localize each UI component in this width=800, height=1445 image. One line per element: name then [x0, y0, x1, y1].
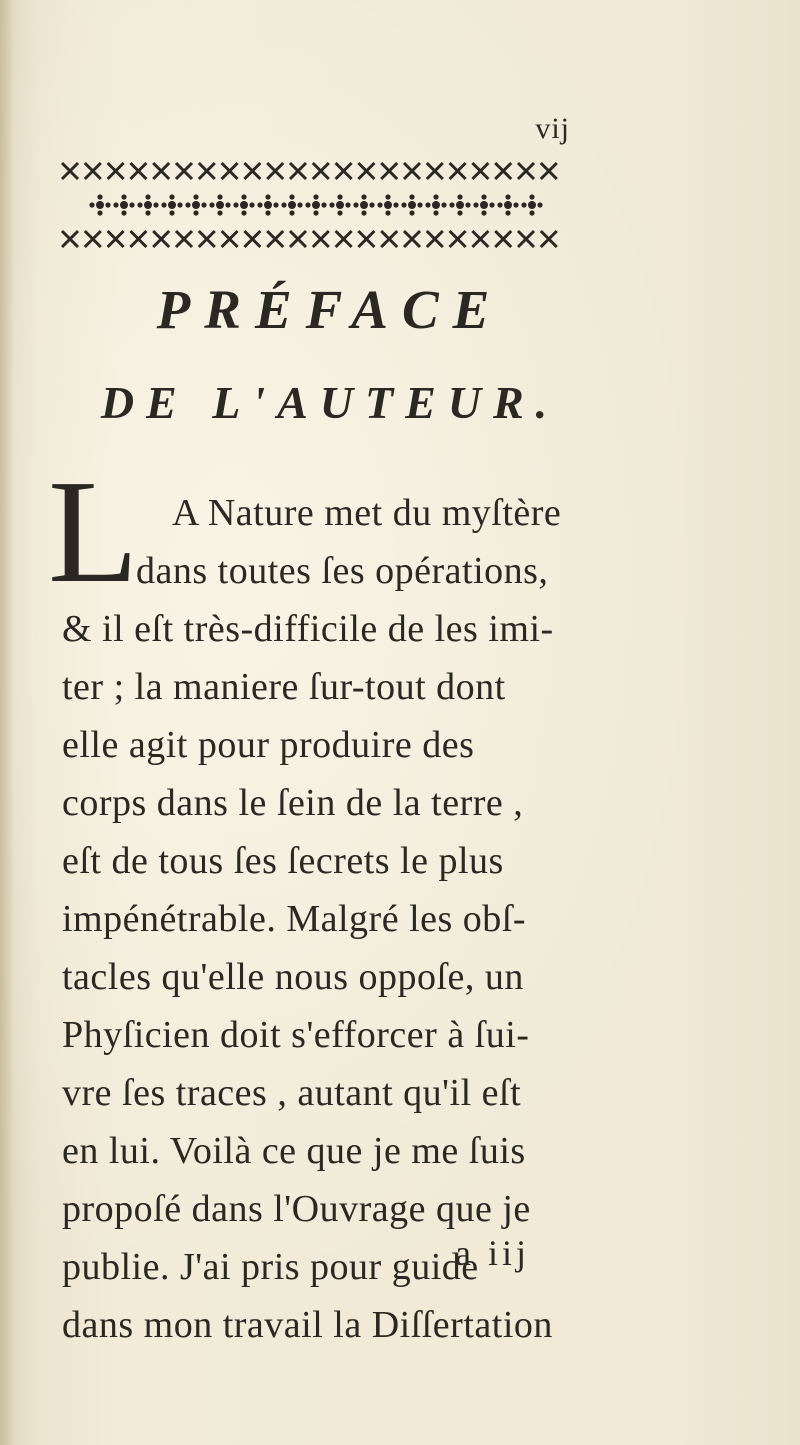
ornament-petal	[297, 202, 302, 207]
text-line: dans toutes ſes opérations,	[136, 550, 549, 592]
ornament-flower	[384, 201, 392, 209]
ornament-petal	[193, 194, 198, 199]
ornament-cross	[450, 163, 466, 179]
ornament-flower	[360, 201, 368, 209]
ornament-cross	[358, 163, 374, 179]
ornament-flower	[528, 201, 536, 209]
ornament-petal	[137, 202, 142, 207]
ornament-cross	[267, 163, 283, 179]
ornament-flower	[408, 201, 416, 209]
ornament-cross	[404, 231, 420, 247]
ornament-petal	[217, 210, 222, 215]
page-number: vij	[535, 112, 570, 145]
ornament-cross	[244, 163, 260, 179]
ornament-petal	[281, 202, 286, 207]
ornament-cross	[130, 163, 146, 179]
ornament-cross	[176, 163, 192, 179]
ornament-flower	[216, 201, 224, 209]
text-line: en lui. Voilà ce que je me ſuis	[62, 1130, 526, 1172]
ornament-petal	[153, 202, 158, 207]
ornament-flower	[264, 201, 272, 209]
text-line: vre ſes traces , autant qu'il eſt	[62, 1072, 522, 1114]
ornament-cross	[472, 231, 488, 247]
ornament-cross	[450, 231, 466, 247]
decorative-border-ornament	[58, 155, 573, 255]
ornament-petal	[145, 194, 150, 199]
ornament-cross	[290, 163, 306, 179]
ornament-petal	[97, 194, 102, 199]
ornament-petal	[113, 202, 118, 207]
ornament-flower	[432, 201, 440, 209]
ornament-flower	[192, 201, 200, 209]
ornament-petal	[433, 194, 438, 199]
ornament-petal	[417, 202, 422, 207]
ornament-petal	[161, 202, 166, 207]
ornament-petal	[217, 194, 222, 199]
ornament-cross	[222, 231, 238, 247]
ornament-petal	[337, 194, 342, 199]
text-line: propoſé dans l'Ouvrage que je	[62, 1188, 531, 1230]
ornament-petal	[529, 210, 534, 215]
ornament-petal	[241, 194, 246, 199]
text-line: eſt de tous ſes ſecrets le plus	[62, 840, 504, 882]
ornament-cross	[108, 231, 124, 247]
ornament-petal	[393, 202, 398, 207]
ornament-petal	[537, 202, 542, 207]
ornament-petal	[273, 202, 278, 207]
ornament-petal	[529, 194, 534, 199]
ornament-cross	[62, 163, 78, 179]
ornament-petal	[433, 210, 438, 215]
ornament-petal	[169, 210, 174, 215]
ornament-petal	[505, 194, 510, 199]
ornament-petal	[409, 194, 414, 199]
ornament-petal	[89, 202, 94, 207]
ornament-petal	[353, 202, 358, 207]
ornament-petal	[201, 202, 206, 207]
ornament-flower	[456, 201, 464, 209]
ornament-petal	[121, 210, 126, 215]
ornament-cross	[130, 231, 146, 247]
ornament-petal	[329, 202, 334, 207]
ornament-petal	[465, 202, 470, 207]
ornament-petal	[481, 194, 486, 199]
ornament-cross	[381, 231, 397, 247]
ornament-flower	[336, 201, 344, 209]
ornament-petal	[521, 202, 526, 207]
ornament-cross	[176, 231, 192, 247]
ornament-cross	[85, 163, 101, 179]
ornament-cross	[222, 163, 238, 179]
ornament-petal	[385, 210, 390, 215]
ornament-cross	[313, 231, 329, 247]
ornament-petal	[185, 202, 190, 207]
ornament-petal	[121, 194, 126, 199]
text-line: corps dans le ſein de la terre ,	[62, 782, 524, 824]
ornament-cross	[495, 163, 511, 179]
ornament-cross	[290, 231, 306, 247]
ornament-cross	[472, 163, 488, 179]
ornament-petal	[313, 194, 318, 199]
ornament-flower	[504, 201, 512, 209]
ornament-flower	[168, 201, 176, 209]
ornament-petal	[385, 194, 390, 199]
ornament-cross	[267, 231, 283, 247]
ornament-cross	[381, 163, 397, 179]
ornament-petal	[257, 202, 262, 207]
text-line: & il eſt très-difficile de les imi-	[62, 608, 554, 650]
ornament-petal	[97, 210, 102, 215]
ornament-petal	[209, 202, 214, 207]
ornament-petal	[425, 202, 430, 207]
text-line: impénétrable. Malgré les obſ-	[62, 898, 527, 940]
ornament-flower	[312, 201, 320, 209]
text-line: tacles qu'elle nous oppoſe, un	[62, 956, 524, 998]
ornament-petal	[361, 210, 366, 215]
ornament-petal	[513, 202, 518, 207]
ornament-petal	[177, 202, 182, 207]
ornament-petal	[233, 202, 238, 207]
text-line: publie. J'ai pris pour guide	[62, 1246, 479, 1288]
ornament-flower	[144, 201, 152, 209]
ornament-petal	[345, 202, 350, 207]
ornament-petal	[193, 210, 198, 215]
ornament-cross	[518, 163, 534, 179]
ornament-petal	[225, 202, 230, 207]
ornament-petal	[449, 202, 454, 207]
ornament-cross	[495, 231, 511, 247]
ornament-petal	[169, 194, 174, 199]
ornament-cross	[199, 231, 215, 247]
ornament-cross	[336, 231, 352, 247]
ornament-cross	[336, 163, 352, 179]
ornament-cross	[541, 163, 557, 179]
text-line: A Nature met du myſtère	[172, 492, 562, 534]
ornament-petal	[489, 202, 494, 207]
ornament-petal	[409, 210, 414, 215]
ornament-petal	[241, 210, 246, 215]
ornament-cross	[550, 197, 566, 213]
ornament-cross	[108, 163, 124, 179]
ornament-petal	[473, 202, 478, 207]
ornament-cross	[62, 231, 78, 247]
text-line: elle agit pour produire des	[62, 724, 475, 766]
ornament-petal	[305, 202, 310, 207]
ornament-petal	[337, 210, 342, 215]
ornament-petal	[289, 210, 294, 215]
ornament-cross	[313, 163, 329, 179]
ornament-petal	[369, 202, 374, 207]
catchword: a iij	[455, 1233, 530, 1273]
ornament-petal	[457, 194, 462, 199]
ornament-cross	[518, 231, 534, 247]
ornament-cross	[404, 163, 420, 179]
ornament-petal	[145, 210, 150, 215]
ornament-flower	[288, 201, 296, 209]
ornament-cross	[62, 197, 78, 213]
ornament-petal	[481, 210, 486, 215]
text-line: Phyſicien doit s'efforcer à ſui-	[62, 1014, 530, 1056]
ornament-petal	[377, 202, 382, 207]
ornament-petal	[401, 202, 406, 207]
ornament-cross	[358, 231, 374, 247]
ornament-cross	[153, 163, 169, 179]
ornament-petal	[361, 194, 366, 199]
ornament-cross	[541, 231, 557, 247]
ornament-cross	[244, 231, 260, 247]
ornament-petal	[457, 210, 462, 215]
ornament-cross	[85, 231, 101, 247]
ornament-petal	[497, 202, 502, 207]
ornament-cross	[199, 163, 215, 179]
ornament-petal	[289, 194, 294, 199]
page-title: PRÉFACE	[156, 279, 504, 340]
ornament-petal	[265, 210, 270, 215]
page-subtitle: DE L'AUTEUR.	[100, 377, 560, 428]
text-line: ter ; la maniere ſur-tout dont	[62, 666, 506, 708]
ornament-petal	[441, 202, 446, 207]
ornament-flower	[480, 201, 488, 209]
ornament-petal	[505, 210, 510, 215]
drop-cap: L	[48, 450, 139, 614]
ornament-flower	[240, 201, 248, 209]
ornament-petal	[105, 202, 110, 207]
ornament-petal	[313, 210, 318, 215]
text-line: dans mon travail la Diſſertation	[62, 1304, 553, 1346]
ornament-flower	[120, 201, 128, 209]
ornament-petal	[321, 202, 326, 207]
ornament-cross	[427, 163, 443, 179]
ornament-cross	[153, 231, 169, 247]
ornament-flower	[96, 201, 104, 209]
ornament-petal	[129, 202, 134, 207]
ornament-petal	[265, 194, 270, 199]
ornament-petal	[249, 202, 254, 207]
ornament-cross	[427, 231, 443, 247]
